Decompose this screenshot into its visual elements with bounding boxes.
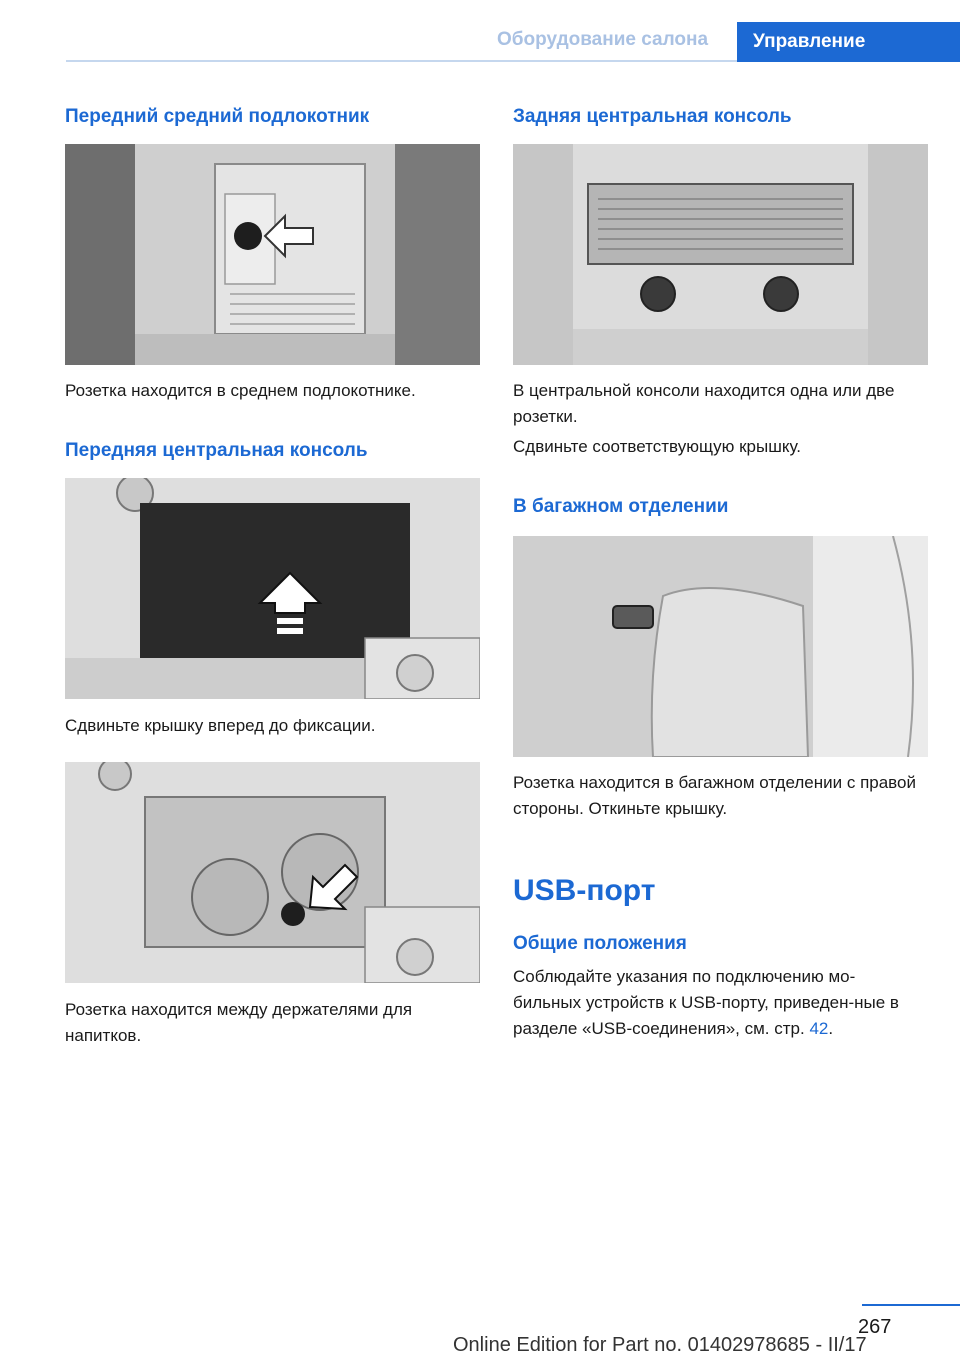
front-console-caption-2: Розетка находится между держателями для напитков. <box>65 1000 413 1045</box>
armrest-heading: Передний средний подлокотник <box>65 106 370 127</box>
usb-text-end: . <box>828 1019 834 1038</box>
front-console-socket-illustration <box>65 762 480 983</box>
header-chapter-tab[interactable] <box>737 22 960 62</box>
luggage-heading: В багажном отделении <box>513 496 729 517</box>
armrest-illustration <box>65 144 480 365</box>
front-console-cover-illustration <box>65 478 480 699</box>
usb-subheading: Общие положения <box>513 933 687 954</box>
usb-text <box>513 964 913 1042</box>
usb-text-body: Соблюдайте указания по подключению мо-бильных устройств к USB-порту, приведен-ные в разделе «USB-соединения», см. стр. <box>513 967 899 1038</box>
luggage-illustration <box>513 536 928 757</box>
rear-console-text-2: Сдвиньте соответствующую крышку. <box>513 437 801 456</box>
footer-rule <box>862 1304 960 1306</box>
luggage-text: Розетка находится в багажном отделении с правой стороны. Откиньте крышку. <box>513 773 916 818</box>
usb-page-link[interactable]: 42 <box>809 1019 829 1038</box>
armrest-caption: Розетка находится в среднем подлокотнике. <box>65 381 416 400</box>
edition-footer: Online Edition for Part no. 01402978685 - II/17 <box>453 1334 867 1356</box>
usb-heading: USB-порт <box>513 874 656 907</box>
header-chapter-label: Управление <box>753 31 866 52</box>
front-console-caption-1: Сдвиньте крышку вперед до фиксации. <box>65 716 376 735</box>
rear-console-illustration <box>513 144 928 365</box>
front-console-heading: Передняя центральная консоль <box>65 440 368 461</box>
header-section: Оборудование салона <box>497 29 709 50</box>
page-number: 267 <box>858 1316 892 1338</box>
rear-console-heading: Задняя центральная консоль <box>513 106 792 127</box>
rear-console-text-1: В центральной консоли находится одна или две розетки. <box>513 381 895 426</box>
